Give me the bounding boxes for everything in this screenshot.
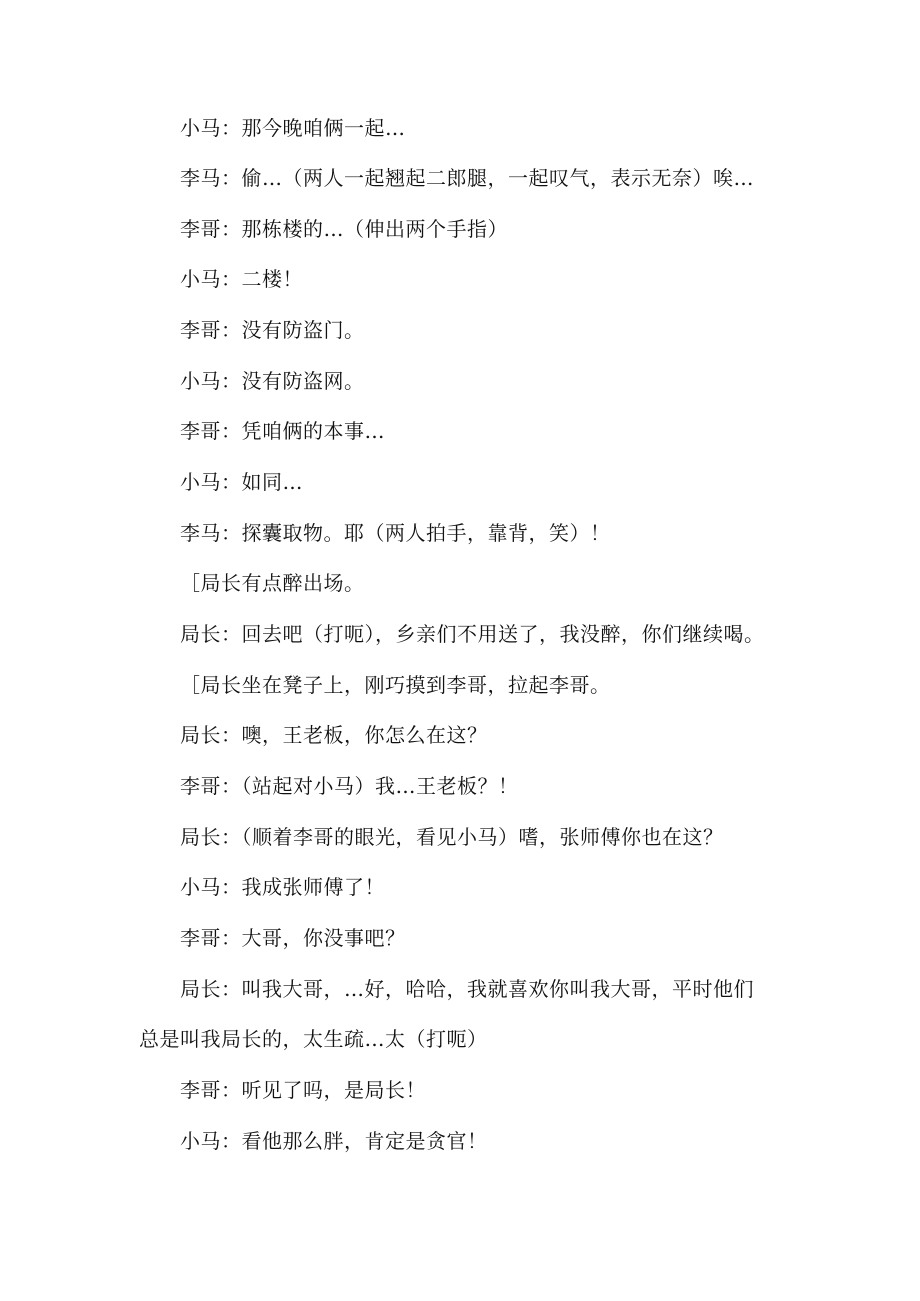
dialogue-line: 李哥：大哥，你没事吧？	[180, 926, 406, 950]
dialogue-line: 局长：叫我大哥，…好，哈哈，我就喜欢你叫我大哥，平时他们	[180, 977, 754, 1001]
dialogue-line: 李哥：凭咱俩的本事…	[180, 419, 385, 443]
dialogue-line: 局长：噢，王老板，你怎么在这？	[180, 723, 488, 747]
dialogue-line: 小马：我成张师傅了！	[180, 875, 385, 899]
dialogue-line: 小马：没有防盗网。	[180, 369, 365, 393]
dialogue-line: 李马：偷…（两人一起翘起二郎腿，一起叹气，表示无奈）唉…	[180, 166, 754, 190]
dialogue-line: 局长：回去吧（打呃），乡亲们不用送了，我没醉，你们继续喝。	[180, 622, 765, 646]
stage-direction: ［局长坐在凳子上，刚巧摸到李哥，拉起李哥。	[180, 673, 611, 697]
dialogue-line: 李哥：那栋楼的…（伸出两个手指）	[180, 217, 508, 241]
dialogue-line: 小马：那今晚咱俩一起…	[180, 116, 406, 140]
dialogue-line: 小马：二楼！	[180, 267, 303, 291]
stage-direction: ［局长有点醉出场。	[180, 571, 365, 595]
dialogue-line: 局长：（顺着李哥的眼光，看见小马）嗜，张师傅你也在这？	[180, 825, 724, 849]
dialogue-line: 小马：如同…	[180, 470, 303, 494]
dialogue-line: 小马：看他那么胖，肯定是贪官！	[180, 1129, 488, 1153]
dialogue-line: 李哥：（站起对小马）我…王老板？！	[180, 774, 519, 798]
dialogue-line: 李哥：听见了吗，是局长！	[180, 1078, 426, 1102]
dialogue-line: 李哥：没有防盗门。	[180, 318, 365, 342]
dialogue-line: 李马：探囊取物。耶（两人拍手，靠背，笑）！	[180, 521, 611, 545]
dialogue-line-continuation: 总是叫我局长的，太生疏…太（打呃）	[139, 1027, 488, 1051]
